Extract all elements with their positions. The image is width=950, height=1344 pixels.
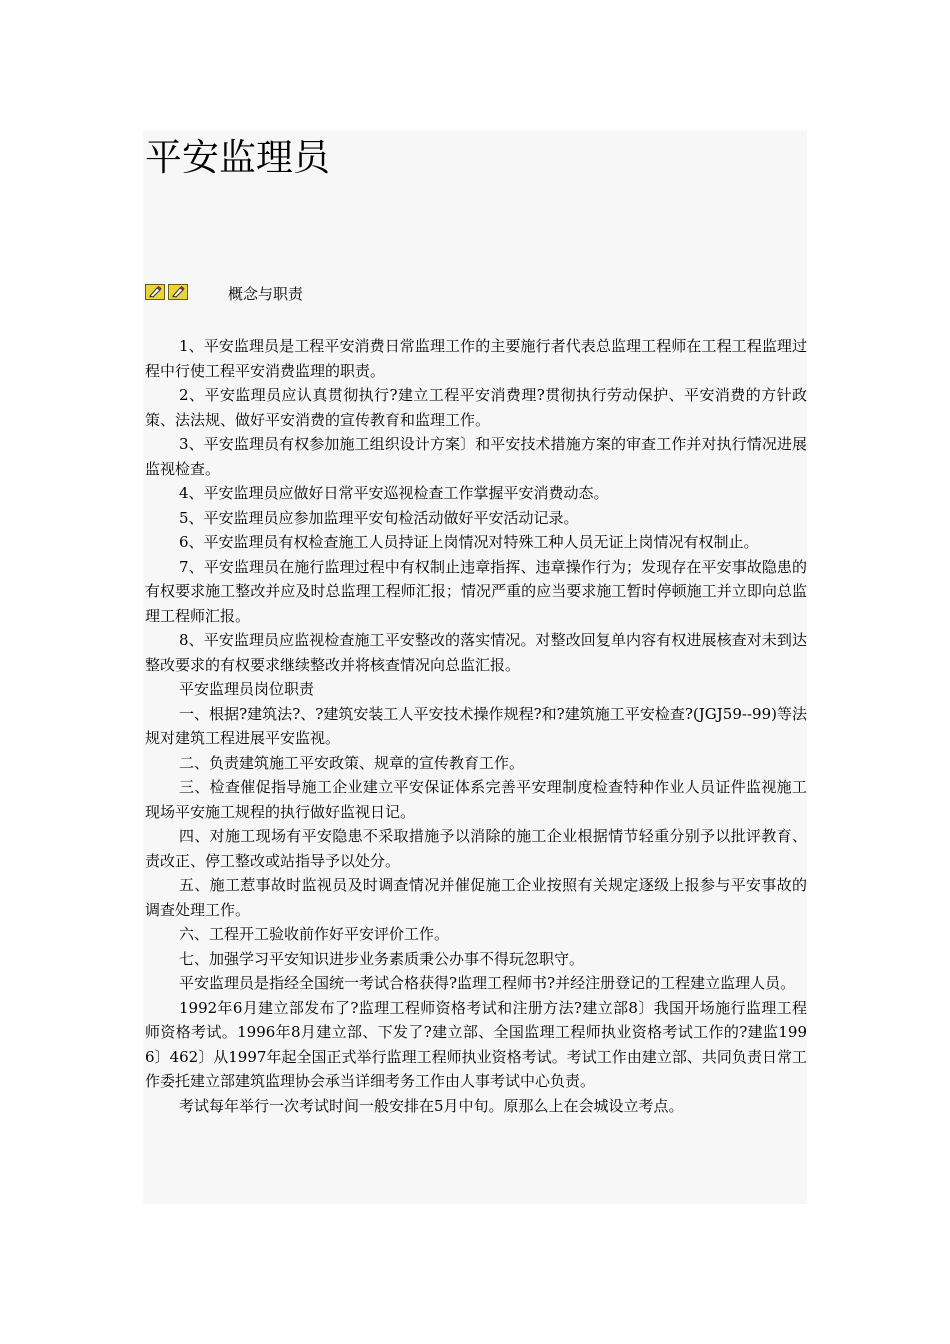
paragraph: 三、检查催促指导施工企业建立平安保证体系完善平安理制度检查特种作业人员证件监视施工现场平安施工规程的执行做好监视日记。 <box>145 778 807 821</box>
paragraph: 五、施工惹事故时监视员及时调查情况并催促施工企业按照有关规定逐级上报参与平安事故的调查处理工作。 <box>145 876 807 919</box>
pencil-edit-icon[interactable] <box>145 284 165 300</box>
document-body <box>145 334 807 1118</box>
icon-row <box>145 283 191 301</box>
paragraph: 七、加强学习平安知识进步业务素质秉公办事不得玩忽职守。 <box>179 949 585 968</box>
subsection-heading: 平安监理员岗位职责 <box>179 680 315 698</box>
page-title: 平安监理员 <box>145 136 330 179</box>
paragraph: 1、平安监理员是工程平安消费日常监理工作的主要施行者代表总监理工程师在工程工程监理过程中行使工程平安消费监理的职责。 <box>145 337 807 380</box>
paragraph: 1992年6月建立部发布了?监理工程师资格考试和注册方法?建立部8〕我国开场施行监理工程师资格考试。1996年8月建立部、下发了?建立部、全国监理工程师执业资格考试工作的?建监1996〕462〕从1997年起全国正式举行监理工程师执业资格考试。考试工作由建立部、共同负责日常工作委托建立部建筑监理协会承当详细考务工作由人事考试中心负责。 <box>145 998 807 1090</box>
paragraph: 7、平安监理员在施行监理过程中有权制止违章指挥、违章操作行为；发现存在平安事故隐患的有权要求施工整改并应及时总监理工程师汇报；情况严重的应当要求施工暂时停顿施工并立即向总监理工程师汇报。 <box>145 557 807 625</box>
paragraph: 平安监理员是指经全国统一考试合格获得?监理工程师书?并经注册登记的工程建立监理人员。 <box>179 974 796 992</box>
paragraph: 4、平安监理员应做好日常平安巡视检查工作掌握平安消费动态。 <box>179 484 609 502</box>
paragraph: 5、平安监理员应参加监理平安旬检活动做好平安活动记录。 <box>179 508 579 527</box>
paragraph: 一、根据?建筑法?、?建筑安装工人平安技术操作规程?和?建筑施工平安检查?(JGJ59--99)等法规对建筑工程进展平安监视。 <box>145 704 807 747</box>
paragraph: 2、平安监理员应认真贯彻执行?建立工程平安消费理?贯彻执行劳动保护、平安消费的方针政策、法法规、做好平安消费的宣传教育和监理工作。 <box>145 386 807 429</box>
pencil-edit-icon[interactable] <box>168 284 188 300</box>
paragraph: 二、负责建筑施工平安政策、规章的宣传教育工作。 <box>179 753 525 772</box>
paragraph: 3、平安监理员有权参加施工组织设计方案〕和平安技术措施方案的审查工作并对执行情况进展监视检查。 <box>145 435 807 478</box>
paragraph: 8、平安监理员应监视检查施工平安整改的落实情况。对整改回复单内容有权进展核查对未到达整改要求的有权要求继续整改并将核查情况向总监汇报。 <box>145 631 807 674</box>
paragraph: 考试每年举行一次考试时间一般安排在5月中旬。原那么上在会城设立考点。 <box>179 1096 684 1115</box>
paragraph: 六、工程开工验收前作好平安评价工作。 <box>179 925 450 943</box>
paragraph: 四、对施工现场有平安隐患不采取措施予以消除的施工企业根据情节轻重分别予以批评教育、责改正、停工整改或站指导予以处分。 <box>145 827 807 870</box>
paragraph: 6、平安监理员有权检查施工人员持证上岗情况对特殊工种人员无证上岗情况有权制止。 <box>179 533 759 551</box>
section-heading: 概念与职责 <box>228 285 304 303</box>
